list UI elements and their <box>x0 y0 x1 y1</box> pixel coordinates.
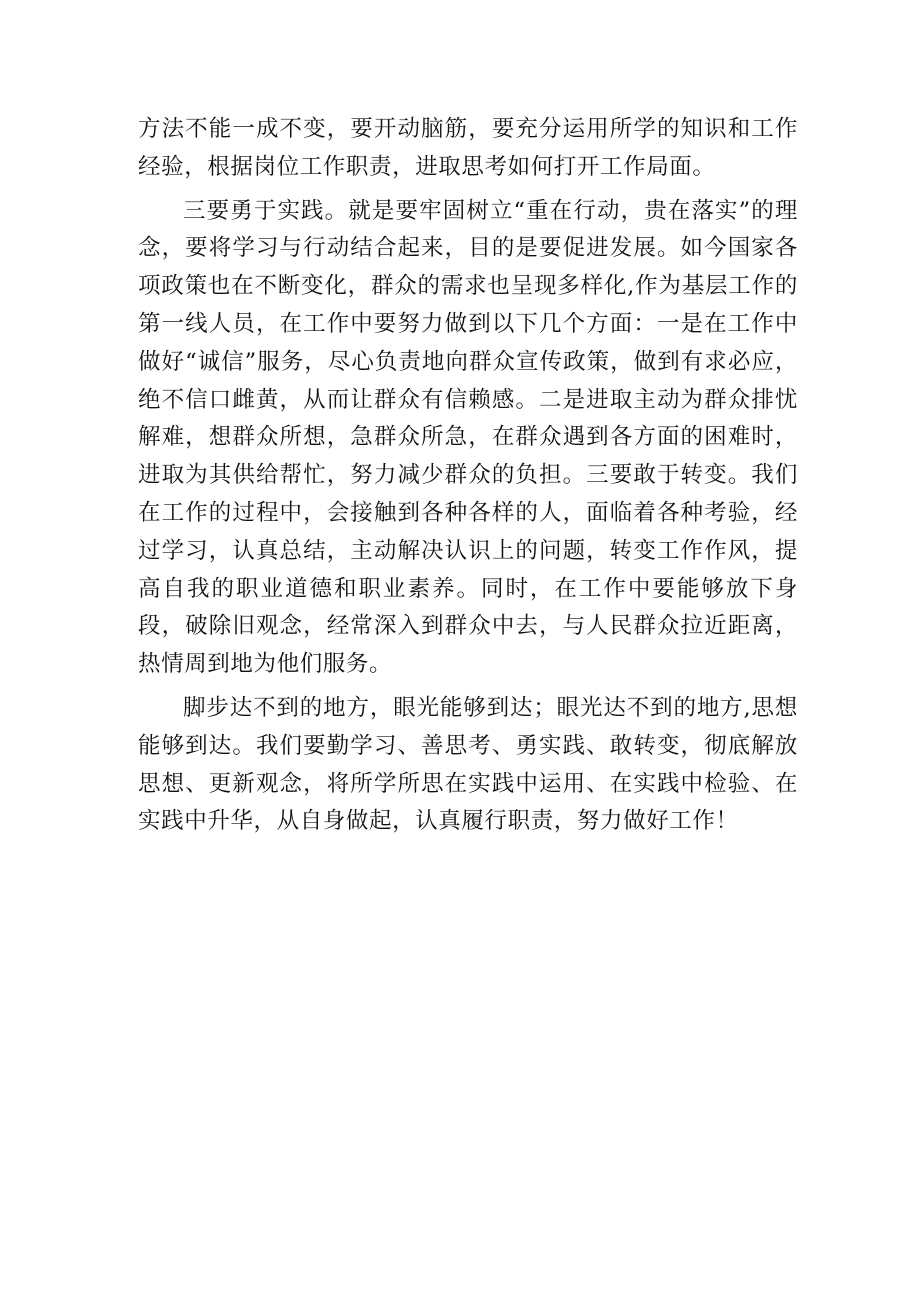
paragraph-continuation: 方法不能一成不变，要开动脑筋，要充分运用所学的知识和工作经验，根据岗位工作职责，进取思考如何打开工作局面。 <box>138 116 798 180</box>
paragraph-practice: 三要勇于实践。就是要牢固树立“重在行动，贵在落实”的理念，要将学习与行动结合起来，目的是要促进发展。如今国家各项政策也在不断变化，群众的需求也呈现多样化,作为基层工作的第一线人员，在工作中要努力做到以下几个方面：一是在工作中做好“诚信”服务，尽心负责地向群众宣传政策，做到有求必应，绝不信口雌黄，从而让群众有信赖感。二是进取主动为群众排忧解难，想群众所想，急群众所急，在群众遇到各方面的困难时，进取为其供给帮忙，努力减少群众的负担。三要敢于转变。我们在工作的过程中，会接触到各种各样的人，面临着各种考验，经过学习，认真总结，主动解决认识上的问题，转变工作作风，提高自我的职业道德和职业素养。同时，在工作中要能够放下身段，破除旧观念，经常深入到群众中去，与人民群众拉近距离，热情周到地为他们服务。 <box>138 197 798 678</box>
paragraph-conclusion: 脚步达不到的地方，眼光能够到达；眼光达不到的地方,思想能够到达。我们要勤学习、善思考、勇实践、敢转变，彻底解放思想、更新观念，将所学所思在实践中运用、在实践中检验、在实践中升华，从自身做起，认真履行职责，努力做好工作！ <box>138 694 798 835</box>
document-body <box>138 111 798 841</box>
